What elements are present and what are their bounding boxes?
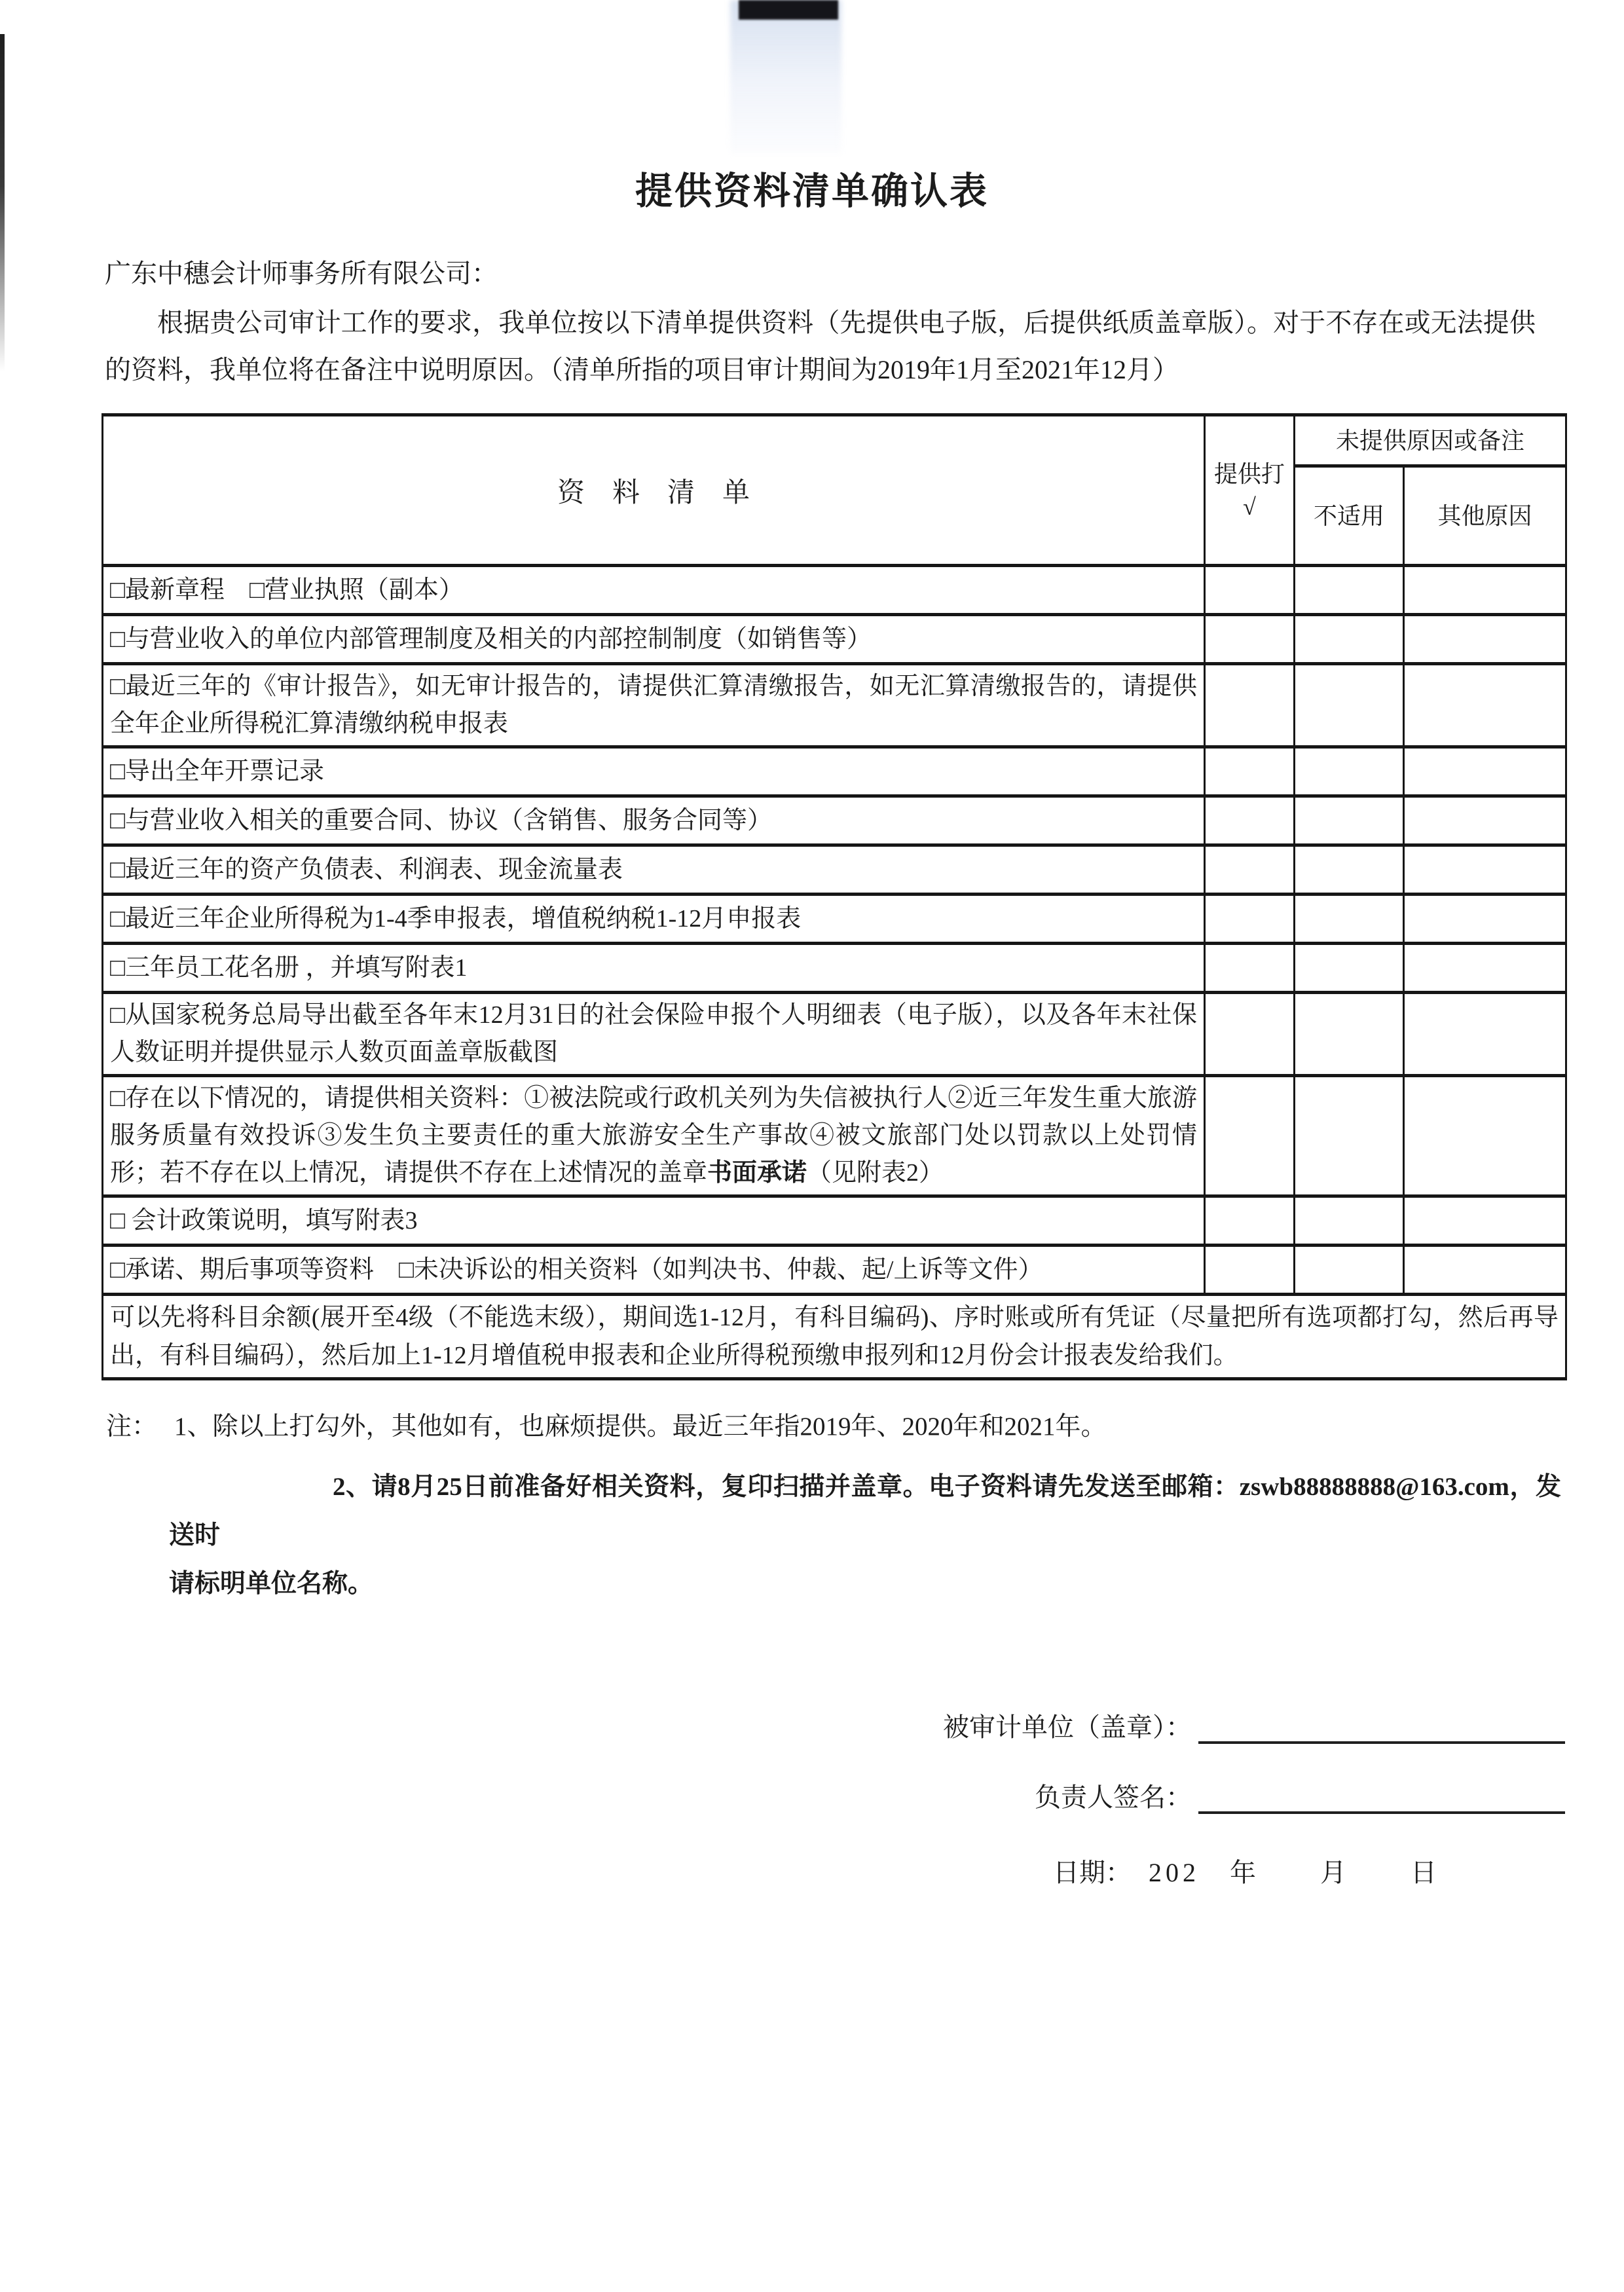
note-1 <box>106 1407 1624 1447</box>
item-cell: □承诺、期后事项等资料 □未决诉讼的相关资料（如判决书、仲裁、起/上诉等文件） <box>103 1246 1205 1295</box>
na-cell <box>1295 1076 1404 1196</box>
table-row <box>103 895 1566 944</box>
item-cell: □最新章程 □营业执照（副本） <box>103 566 1205 615</box>
scan-edge-artifact <box>0 34 5 371</box>
other-cell <box>1404 895 1566 944</box>
check-mark-glyph: √ <box>1243 493 1256 520</box>
table-row <box>103 993 1566 1076</box>
other-cell <box>1404 845 1566 895</box>
other-cell <box>1404 615 1566 664</box>
scan-stain-dark <box>739 0 838 20</box>
table-row <box>103 845 1566 895</box>
notes-section <box>106 1407 1624 1608</box>
table-row <box>103 747 1566 796</box>
na-cell <box>1295 895 1404 944</box>
recipient-line: 广东中穗会计师事务所有限公司： <box>105 259 498 288</box>
provide-cell <box>1205 615 1295 664</box>
date-row <box>0 1852 1565 1889</box>
provide-cell <box>1205 664 1295 747</box>
provide-cell <box>1205 944 1295 993</box>
intro-paragraph: 根据贵公司审计工作的要求，我单位按以下清单提供资料（先提供电子版，后提供纸质盖章版）。对于不存在或无法提供的资料，我单位将在备注中说明原因。（清单所指的项目审计期间为2019年1月至2021年12月） <box>105 308 1536 384</box>
na-cell <box>1295 845 1404 895</box>
item-cell: □ 会计政策说明，填写附表3 <box>103 1196 1205 1246</box>
provide-check-label: 提供打 <box>1213 460 1285 487</box>
table-row <box>103 1196 1566 1246</box>
provide-cell <box>1205 993 1295 1076</box>
export-instruction-note: 可以先将科目余额(展开至4级（不能选末级），期间选1-12月，有科目编码)、序时账或所有凭证（尽量把所有选项都打勾，然后再导出，有科目编码），然后加上1-12月增值税申报表和企业所得税预缴申报列和12月份会计报表发给我们。 <box>103 1295 1566 1379</box>
column-header-not-provided-group: 未提供原因或备注 <box>1295 415 1566 466</box>
item-cell: □从国家税务总局导出截至各年末12月31日的社会保险申报个人明细表（电子版），以及各年末社保人数证明并提供显示人数页面盖章版截图 <box>103 993 1205 1076</box>
note-label: 注： <box>106 1413 158 1441</box>
note-2-text-line1: 2、请8月25日前准备好相关资料，复印扫描并盖章。电子资料请先发送至邮箱：zswb88888888@163.com，发送时 <box>169 1473 1561 1549</box>
audited-unit-signature-line <box>1198 1709 1565 1744</box>
column-header-not-applicable: 不适用 <box>1295 466 1404 566</box>
column-header-provide-check <box>1205 415 1295 566</box>
na-cell <box>1295 747 1404 796</box>
column-header-materials-list: 资 料 清 单 <box>103 415 1205 566</box>
column-header-other-reason: 其他原因 <box>1404 466 1566 566</box>
note-2 <box>169 1463 1561 1608</box>
note-2-text-line2: 请标明单位名称。 <box>169 1570 374 1598</box>
audited-unit-row <box>0 1707 1565 1744</box>
item-cell: □最近三年企业所得税为1-4季申报表，增值税纳税1-12月申报表 <box>103 895 1205 944</box>
other-cell <box>1404 747 1566 796</box>
item-text: □存在以下情况的，请提供相关资料：①被法院或行政机关列为失信被执行人②近三年发生重大旅游服务质量有效投诉③发生负主要责任的重大旅游安全生产事故④被文旅部门处以罚款以上处罚情形；若不存在以上情况，请提供不存在上述情况的盖章 <box>110 1084 1197 1187</box>
item-text: （见附表2） <box>807 1159 944 1187</box>
na-cell <box>1295 615 1404 664</box>
provide-cell <box>1205 1246 1295 1295</box>
table-footer-row <box>103 1295 1566 1379</box>
provide-cell <box>1205 747 1295 796</box>
na-cell <box>1295 1196 1404 1246</box>
audited-unit-label: 被审计单位（盖章）： <box>943 1712 1192 1742</box>
na-cell <box>1295 566 1404 615</box>
other-cell <box>1404 566 1566 615</box>
table-row <box>103 1246 1566 1295</box>
signature-section <box>0 1707 1565 1889</box>
table-row <box>103 1076 1566 1196</box>
table-row <box>103 664 1566 747</box>
table-row <box>103 796 1566 845</box>
provide-cell <box>1205 796 1295 845</box>
item-cell: □与营业收入相关的重要合同、协议（含销售、服务合同等） <box>103 796 1205 845</box>
item-cell: □与营业收入的单位内部管理制度及相关的内部控制制度（如销售等） <box>103 615 1205 664</box>
provide-cell <box>1205 895 1295 944</box>
na-cell <box>1295 664 1404 747</box>
other-cell <box>1404 1196 1566 1246</box>
other-cell <box>1404 796 1566 845</box>
table-row <box>103 566 1566 615</box>
signer-signature-line <box>1198 1779 1565 1814</box>
table-row <box>103 615 1566 664</box>
item-cell: □最近三年的资产负债表、利润表、现金流量表 <box>103 845 1205 895</box>
item-cell: □最近三年的《审计报告》，如无审计报告的，请提供汇算清缴报告，如无汇算清缴报告的，请提供全年企业所得税汇算清缴纳税申报表 <box>103 664 1205 747</box>
na-cell <box>1295 944 1404 993</box>
scan-stain <box>730 0 841 154</box>
provide-cell <box>1205 566 1295 615</box>
item-cell: □三年员工花名册 ，并填写附表1 <box>103 944 1205 993</box>
date-value: 202 年 月 日 <box>1149 1858 1441 1887</box>
note-1-text: 1、除以上打勾外，其他如有，也麻烦提供。最近三年指2019年、2020年和2021年。 <box>174 1413 1107 1441</box>
other-cell <box>1404 944 1566 993</box>
other-cell <box>1404 1246 1566 1295</box>
na-cell <box>1295 1246 1404 1295</box>
na-cell <box>1295 993 1404 1076</box>
table-row <box>103 944 1566 993</box>
signer-label: 负责人签名： <box>1035 1783 1192 1812</box>
na-cell <box>1295 796 1404 845</box>
provide-cell <box>1205 845 1295 895</box>
other-cell <box>1404 993 1566 1076</box>
date-label: 日期： <box>1053 1858 1132 1887</box>
other-cell <box>1404 1076 1566 1196</box>
page-title: 提供资料清单确认表 <box>635 171 989 212</box>
item-cell <box>103 1076 1205 1196</box>
item-cell: □导出全年开票记录 <box>103 747 1205 796</box>
other-cell <box>1404 664 1566 747</box>
provide-cell <box>1205 1196 1295 1246</box>
provide-cell <box>1205 1076 1295 1196</box>
signer-row <box>0 1777 1565 1814</box>
materials-checklist-table <box>101 413 1567 1380</box>
item-text-bold: 书面承诺 <box>707 1159 807 1187</box>
